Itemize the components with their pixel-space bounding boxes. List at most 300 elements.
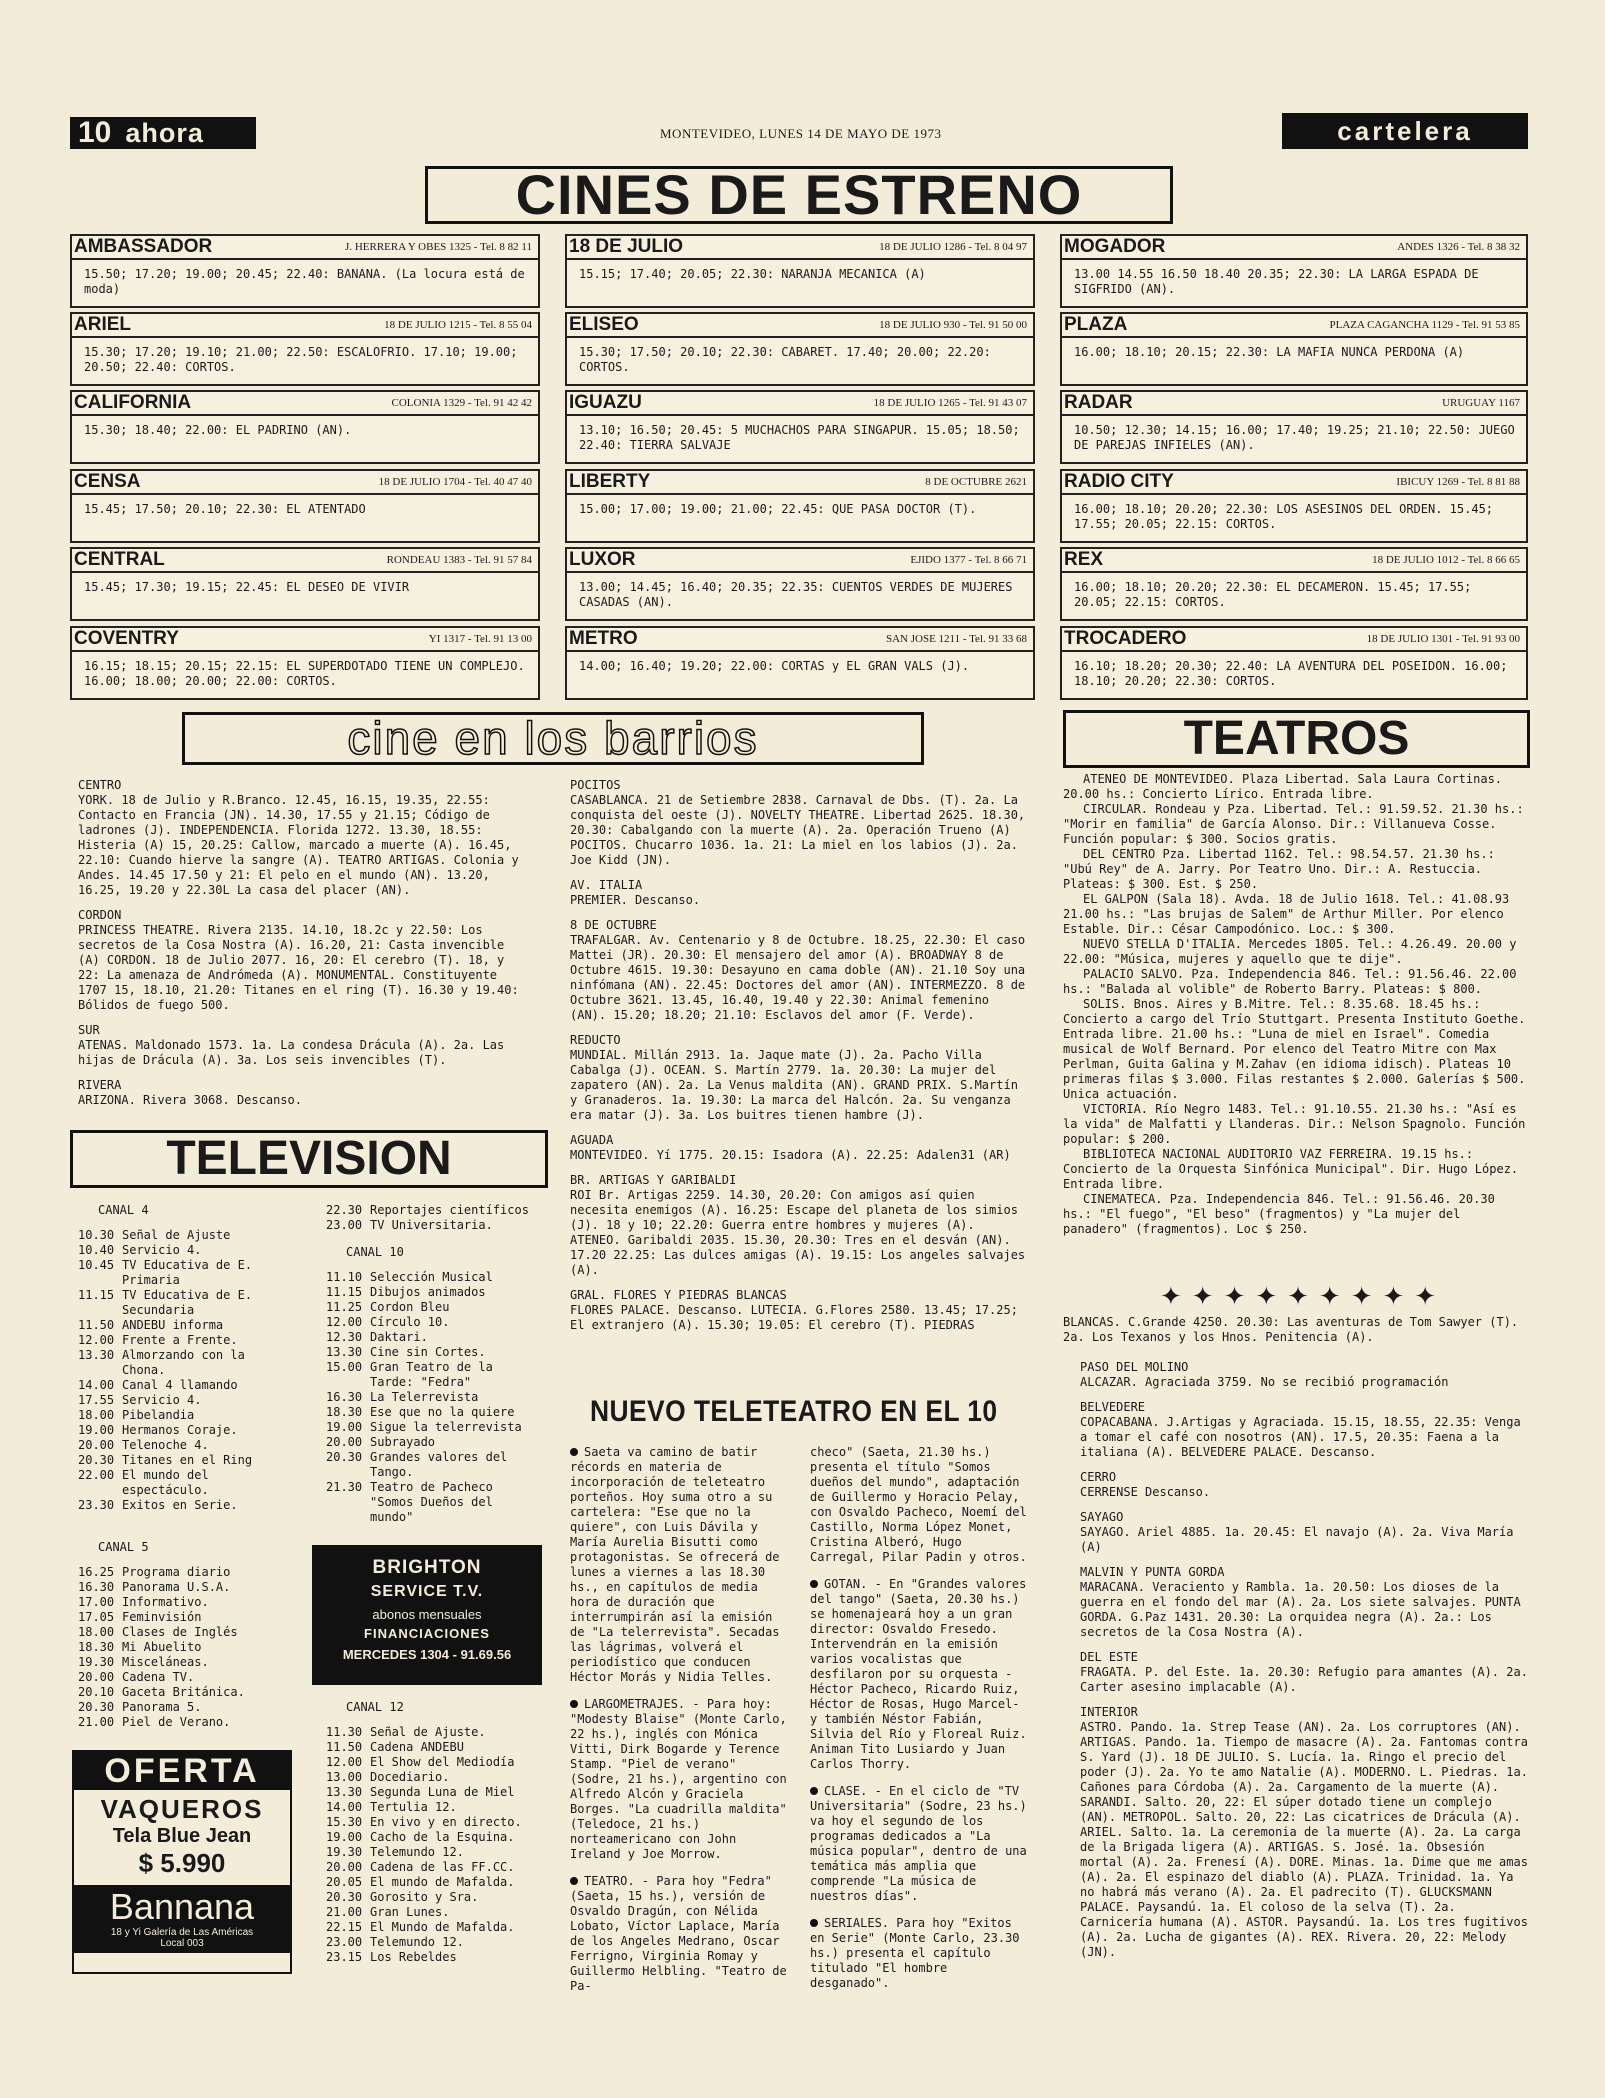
district-listing: ARIZONA. Rivera 3068. Descanso. [78,1093,302,1107]
tv-program-row [78,1595,290,1610]
cine-address: 18 DE JULIO 1286 - Tel. 8 04 97 [879,241,1027,253]
tv-time: 13.30 [326,1785,363,1799]
brighton-ad [312,1545,542,1685]
tv-program: Dibujos animados [370,1285,486,1299]
tv-time: 21.00 [326,1905,363,1919]
tv-time: 10.45 [78,1258,115,1272]
district-listing: YORK. 18 de Julio y R.Branco. 12.45, 16.15, 19.35, 22.55: Contacto en Francia (JN). 14.30, 17.55 y 21.15; Código de ladrones (J). INDEPENDENCIA. Florida 1272. 13.30, 18.55: Histeria (A) 15, 20.25: Callow, marcado a muerte (A). 16.45, 22.10: Cuando hierve la sangre (A). TEATRO ARTIGAS. Colonia y Andes. 14.45 17.50 y 21: El pelo en el mundo (AN). 13.20, 16.25, 19.20 y 22.30L La casa del placer (AN). [78,793,519,897]
tv-time: 17.05 [78,1610,115,1624]
cine-name: CALIFORNIA [74,392,192,413]
tv-program-row [326,1860,538,1875]
teleteatro-paragraph [810,1916,1032,1991]
tv-time: 14.00 [78,1378,115,1392]
district-listing: FLORES PALACE. Descanso. LUTECIA. G.Flores 2580. 13.45; 17.25; El extranjero (A). 15.30; 19.05: El cerebro (T). PIEDRAS [570,1303,1018,1332]
tv-time: 20.00 [326,1435,363,1449]
tv-time: 16.30 [78,1580,115,1594]
tv-program: Titanes en el Ring [122,1453,253,1467]
cine-showtimes: 15.30; 17.50; 20.10; 22.30: CABARET. 17.40; 20.00; 22.20: CORTOS. [579,345,991,374]
tv-time: 13.00 [326,1770,363,1784]
tv-program: Reportajes científicos [370,1203,529,1217]
nuevo-col1 [570,1445,790,2006]
cine-showtimes: 16.00; 18.10; 20.20; 22.30: LOS ASESINOS DEL ORDEN. 15.45; 17.55; 20.05; 22.15: CORTOS. [1074,502,1494,531]
tv-program-row [326,1785,538,1800]
district-listing: CERRENSE Descanso. [1080,1485,1211,1499]
bannana-logo: Bannana [109,1886,255,1927]
tv-program: Telenoche 4. [122,1438,209,1452]
estreno-title: CINES DE ESTRENO [425,166,1173,224]
bullet-icon [810,1787,818,1795]
tv-program: El mundo de Mafalda. [370,1875,515,1889]
tv-program: Docediario. [370,1770,450,1784]
tv-program-row [78,1565,290,1580]
tv-program: Gorosito y Sra. [370,1890,479,1904]
brighton-financ: FINANCIACIONES [364,1626,490,1641]
tv-program-row [326,1330,538,1345]
tv-program-row [326,1480,538,1525]
tv-program-row [78,1243,290,1258]
tv-program-row [326,1300,538,1315]
tv-program-row [326,1770,538,1785]
tv-time: 18.00 [78,1625,115,1639]
district-listing: ALCAZAR. Agraciada 3759. No se recibió programación [1080,1375,1449,1389]
district-listing: ROI Br. Artigas 2259. 14.30, 20.20: Con amigos así quien necesita enemigos (A). 16.25: Escape del planeta de los simios (J). 18 y 10; 22.20: Guerra entre hombres y mujeres (A). ATENEO. Garibaldi 2035. 15.30, 20.30: Tres en el desván (AN). 17.20 22.25: Las dulces amigas (A). 19.15: Los angeles salvajes (A). [570,1188,1026,1277]
interior-top: BLANCAS. C.Grande 4250. 20.30: Las aventuras de Tom Sawyer (T). 2a. Los Texanos y los Hnos. Penitencia (A). [1063,1315,1519,1344]
cine-name: ELISEO [569,314,639,335]
tv-time: 12.00 [326,1755,363,1769]
cine-name: LIBERTY [569,471,651,492]
tv-program-row [326,1830,538,1845]
tv-time: 14.00 [326,1800,363,1814]
tv-program-row [326,1845,538,1860]
tv-program: Cacho de la Esquina. [370,1830,515,1844]
tv-program-row [326,1755,538,1770]
tv-program: Clases de Inglés [122,1625,238,1639]
teleteatro-paragraph [570,1874,790,1994]
cine-box [70,390,540,464]
cine-showtimes: 16.15; 18.15; 20.15; 22.15: EL SUPERDOTADO TIENE UN COMPLEJO. 16.00; 18.00; 20.00; 22.00: CORTOS. [84,659,525,688]
tv-time: 20.30 [326,1450,363,1464]
television-title: TELEVISION [70,1130,548,1188]
tv-time: 20.30 [78,1453,115,1467]
tv-program-row [326,1890,538,1905]
tv-program: El Mundo de Mafalda. [370,1920,515,1934]
cine-address: 18 DE JULIO 1265 - Tel. 91 43 07 [873,397,1027,409]
tv-program-row [326,1218,538,1233]
tv-time: 17.55 [78,1393,115,1407]
cine-showtimes: 16.00; 18.10; 20.15; 22.30: LA MAFIA NUNCA PERDONA (A) [1074,345,1465,359]
district-listing: FRAGATA. P. del Este. 1a. 20.30: Refugio para amantes (A). 2a. Carter asesino implacable (A). [1080,1665,1528,1694]
tv-program-row [326,1725,538,1740]
tv-program: Cadena TV. [122,1670,195,1684]
tv-program: Exitos en Serie. [122,1498,238,1512]
tv-time: 23.15 [326,1950,363,1964]
tv-program: Piel de Verano. [122,1715,231,1729]
page-number-badge [70,117,256,149]
barrios-mid-column [570,778,1032,1343]
tv-time: 22.30 [326,1203,363,1217]
tv-program-row [78,1393,290,1408]
cine-showtimes: 13.00 14.55 16.50 18.40 20.35; 22.30: LA LARGA ESPADA DE SIGFRIDO (AN). [1074,267,1479,296]
teleteatro-paragraph [810,1577,1032,1772]
district-listing: PREMIER. Descanso. [570,893,701,907]
teleteatro-text: TEATRO. - Para hoy "Fedra" (Saeta, 15 hs.), versión de Osvaldo Dragún, con Nélida Lobato, Víctor Laplace, María de los Angeles Medrano, Oscar Ferrigno, Virginia Romay y Guillermo Helbling. "Teatro de Pa- [570,1874,787,1993]
cine-address: 18 DE JULIO 930 - Tel. 91 50 00 [879,319,1027,331]
tv-program-row [78,1700,290,1715]
teleteatro-text: Saeta va camino de batir récords en materia de incorporación de teleteatro porteños. Hoy suma otro a su cartelera: "Ese que no la quiere", con Luis Dávila y María Aurelia Bisutti como protagonistas. Se ofrecerá de lunes a viernes a las 18.30 hs., en capítulos de media hora de duración que interrumpirán así la emisión de "La telerrevista". Secadas las lágrimas, volverá el periodístico que conducen Héctor Morás y Nidia Telles. [570,1445,780,1684]
cine-name: PLAZA [1064,314,1128,335]
cine-address: IBICUY 1269 - Tel. 8 81 88 [1396,476,1520,488]
tv-program-row [78,1640,290,1655]
teatro-entry: ATENEO DE MONTEVIDEO. Plaza Libertad. Sala Laura Cortinas. 20.00 hs.: Concierto Lírico. Entrada libre. [1063,772,1503,801]
cine-address: 18 DE JULIO 1704 - Tel. 40 47 40 [378,476,532,488]
tv-time: 22.00 [78,1468,115,1482]
district-listing: MUNDIAL. Millán 2913. 1a. Jaque mate (J). 2a. Pacho Villa Cabalga (J). OCEAN. S. Martín 2779. 1a. 20.30: La mujer del zapatero (AN). 2a. La Venus maldita (AN). GRAND PRIX. S.Martín y Granaderos. 1a. 19.30: La marca del Halcón. 2a. Su venganza era matar (J). 3a. Los buitres tienen hambre (J). [570,1048,1018,1122]
cine-name: CENSA [74,471,141,492]
tv-program: Programa diario [122,1565,231,1579]
cine-name: RADIO CITY [1064,471,1174,492]
tv-program: Grandes valores del Tango. [370,1450,508,1479]
cine-box [1060,469,1528,543]
tv-program-row [78,1408,290,1423]
cine-address: COLONIA 1329 - Tel. 91 42 42 [391,397,532,409]
cine-header [72,392,538,416]
cine-name: LUXOR [569,549,636,570]
tv-time: 11.30 [326,1725,363,1739]
oferta-ad [72,1750,292,1974]
cine-name: 18 DE JULIO [569,236,684,257]
tv-time: 18.00 [78,1408,115,1422]
cine-header [567,628,1033,652]
tv-program: Ese que no la quiere [370,1405,515,1419]
tv-time: 10.30 [78,1228,115,1242]
teleteatro-paragraph [570,1445,790,1685]
tv-program: Cordon Bleu [370,1300,450,1314]
tv-program: TV Educativa de E. Secundaria [122,1288,253,1317]
tv-time: 11.15 [78,1288,115,1302]
teatro-entry: SOLIS. Bnos. Aires y B.Mitre. Tel.: 8.35.68. 18.45 hs.: Concierto a cargo del Trío Stuttgart. Presenta Instituto Goethe. Entrada libre. 21.00 hs.: "Luna de miel en Israel". Comedia musical de Wolf Bernard. Por elenco del Teatro Mitre con Max Perlman, Guita Galina y M.Zahav (en idioma idisch). Plateas 10 primeras filas $ 3.000. Filas restantes $ 2.000. Galerías $ 500. Unica actuación. [1063,997,1526,1101]
tv-program: TV Educativa de E. Primaria [122,1258,253,1287]
tv-time: 12.00 [78,1333,115,1347]
cine-header [72,314,538,338]
district-heading: RIVERA [78,1078,122,1092]
teatros-list [1063,772,1530,1237]
cine-address: YI 1317 - Tel. 91 13 00 [428,633,532,645]
cine-header [1062,471,1526,495]
bullet-icon [570,1448,578,1456]
tv-program: Frente a Frente. [122,1333,238,1347]
barrios-right-column [1080,1360,1530,1970]
bullet-icon [810,1580,818,1588]
bannana-box [74,1885,290,1953]
cine-showtimes: 15.45; 17.50; 20.10; 22.30: EL ATENTADO [84,502,366,516]
tv-program-row [78,1685,290,1700]
tv-time: 21.30 [326,1480,363,1494]
tv-time: 19.00 [326,1420,363,1434]
district-heading: MALVIN Y PUNTA GORDA [1080,1565,1225,1579]
cine-header [1062,628,1526,652]
teleteatro-text: SERIALES. Para hoy "Exitos en Serie" (Monte Carlo, 23.30 hs.) presenta el capítulo titulado "El hombre desganado". [810,1916,1020,1990]
district-heading: PASO DEL MOLINO [1080,1360,1189,1374]
tv-program-row [78,1378,290,1393]
tv-time: 15.30 [326,1815,363,1829]
cine-address: ANDES 1326 - Tel. 8 38 32 [1397,241,1520,253]
teatros-title: TEATROS [1063,710,1530,768]
teleteatro-text: checo" (Saeta, 21.30 hs.) presenta el título "Somos dueños del mundo", adaptación de Guillermo y Horacio Pelay, con Osvaldo Pacheco, Noemí del Castillo, Norma López Monet, Cristina Alberó, Hugo Carregal, Pilar Padin y otros. [810,1445,1027,1564]
cine-box [70,234,540,308]
tv-program: El Show del Mediodía [370,1755,515,1769]
tv-program: Cadena ANDEBU [370,1740,464,1754]
barrios-left-column [78,778,528,1118]
cine-showtimes: 15.45; 17.30; 19.15; 22.45: EL DESEO DE VIVIR [84,580,410,594]
tv-program-row [78,1655,290,1670]
tv-program: Sigue la telerrevista [370,1420,522,1434]
cine-showtimes: 16.00; 18.10; 20.20; 22.30: EL DECAMERON. 15.45; 17.55; 20.05; 22.15: CORTOS. [1074,580,1472,609]
cine-header [1062,314,1526,338]
tv-program: Telemundo 12. [370,1935,464,1949]
tv-program: Cine sin Cortes. [370,1345,486,1359]
tv-program-row [326,1935,538,1950]
tv-program-row [78,1468,290,1498]
tv-program-row [326,1435,538,1450]
tv-program-row [326,1815,538,1830]
tv-time: 11.25 [326,1300,363,1314]
district-listing: PRINCESS THEATRE. Rivera 2135. 14.10, 18.2c y 22.50: Los secretos de la Cosa Nostra (A). 16.20, 21: Casta invencible (A) CORDON. 18 de Julio 2077. 16, 20: El cerebro (T). 18, y 22: La amenaza de Andrómeda (A). MONUMENTAL. Constituyente 1707 15, 18.10, 21.20: Titanes en el ring (T). 16.30 y 19.40: Bólidos de fuego 500. [78,923,519,1012]
tv-program: La Telerrevista [370,1390,479,1404]
cine-name: REX [1064,549,1104,570]
tv-program: Señal de Ajuste. [370,1725,486,1739]
dateline: MONTEVIDEO, LUNES 14 DE MAYO DE 1973 [660,126,942,141]
tv-program: Los Rebeldes [370,1950,457,1964]
cine-address: 18 DE JULIO 1215 - Tel. 8 55 04 [384,319,532,331]
district-listing: COPACABANA. J.Artigas y Agraciada. 15.15, 18.55, 22.35: Venga a tomar el café con nosotros (AN). 17.5, 20.35: Faena a la italiana (A). BELVEDERE PALACE. Descanso. [1080,1415,1521,1459]
district-listing: MONTEVIDEO. Yí 1775. 20.15: Isadora (A). 22.25: Adalen31 (AR) [570,1148,1011,1162]
cine-box [70,312,540,386]
tv-time: 11.10 [326,1270,363,1284]
teatro-entry: DEL CENTRO Pza. Libertad 1162. Tel.: 98.54.57. 21.30 hs.: "Ubú Rey" de A. Jarry. Por Teatro Uno. Dir.: A. Restuccia. Plateas: $ 300. Est. $ 250. [1063,847,1495,891]
oferta-vaqueros: VAQUEROS [100,1794,264,1824]
district-listing: SAYAGO. Ariel 4885. 1a. 20.45: El navajo (A). 2a. Viva María (A) [1080,1525,1514,1554]
tv-program: Panorama 5. [122,1700,202,1714]
tv-time: 12.00 [326,1315,363,1329]
tv-program: Tertulia 12. [370,1800,457,1814]
cine-box [1060,390,1528,464]
tv-program-row [326,1360,538,1390]
bannana-address: 18 y Yi Galería de Las Américas [110,1927,254,1938]
tv-time: 16.30 [326,1390,363,1404]
district-heading: BELVEDERE [1080,1400,1146,1414]
cine-showtimes: 16.10; 18.20; 20.30; 22.40: LA AVENTURA DEL POSEIDON. 16.00; 18.10; 20.20; 22.30: CORTOS. [1074,659,1508,688]
cine-showtimes: 15.00; 17.00; 19.00; 21.00; 22.45: QUE PASA DOCTOR (T). [579,502,977,516]
cine-name: IGUAZU [569,392,642,413]
cine-box [1060,547,1528,621]
cine-header [72,628,538,652]
tv-program: Segunda Luna de Miel [370,1785,515,1799]
brighton-address: MERCEDES 1304 - 91.69.56 [312,1647,542,1662]
tv-program: Selección Musical [370,1270,493,1284]
teatro-entry: NUEVO STELLA D'ITALIA. Mercedes 1805. Tel.: 4.26.49. 20.00 y 22.00: "Música, mujeres y aquello que te dije". [1063,937,1517,966]
tv-time: 20.30 [78,1700,115,1714]
tv-time: 20.30 [326,1890,363,1904]
tv-time: 23.00 [326,1218,363,1232]
tv-program: Gran Lunes. [370,1905,450,1919]
tv-time: 20.10 [78,1685,115,1699]
tv-program-row [78,1498,290,1513]
cine-address: EJIDO 1377 - Tel. 8 66 71 [910,554,1027,566]
tv-program-row [326,1285,538,1300]
tv-program-row [78,1348,290,1378]
tv-program-row [326,1420,538,1435]
tv-time: 11.50 [326,1740,363,1754]
tv-time: 20.05 [326,1875,363,1889]
tv-time: 11.15 [326,1285,363,1299]
tv-program-row [326,1875,538,1890]
district-heading: 8 DE OCTUBRE [570,918,657,932]
cine-showtimes: 15.15; 17.40; 20.05; 22.30: NARANJA MECANICA (A) [579,267,926,281]
cine-showtimes: 14.00; 16.40; 19.20; 22.00: CORTAS y EL GRAN VALS (J). [579,659,970,673]
tv-program: Círculo 10. [370,1315,450,1329]
tv-time: 17.00 [78,1595,115,1609]
cine-showtimes: 10.50; 12.30; 14.15; 16.00; 17.40; 19.25; 21.10; 22.50: JUEGO DE PAREJAS INFIELES (AN). [1074,423,1515,452]
tv-program-row [78,1333,290,1348]
teleteatro-paragraph [810,1784,1032,1904]
tv-program-row [326,1450,538,1480]
district-listing: MARACANA. Veraciento y Rambla. 1a. 20.50: Los dioses de la guerra en el fondo del mar (A). 2a. Los siete salvajes. PUNTA GORDA. G.Paz 1431. 20.30: La orquidea negra (A). 2a.: Los secretos de la Cosa Nostra (A). [1080,1580,1521,1639]
district-heading: INTERIOR [1080,1705,1138,1719]
tv-program: Pibelandia [122,1408,195,1422]
stars-divider: ✦✦✦✦✦✦✦✦✦ [1160,1282,1447,1312]
tv-program-row [78,1288,290,1318]
tv-program-row [326,1800,538,1815]
cine-header [72,549,538,573]
cine-box [1060,312,1528,386]
cine-address: URUGUAY 1167 [1442,397,1520,409]
tv-program: Feminvisión [122,1610,202,1624]
cine-name: ARIEL [74,314,131,335]
tv-program-row [326,1270,538,1285]
tv-program-row [326,1950,538,1965]
canal4-listing [78,1203,290,1513]
tv-program: Daktari. [370,1330,428,1344]
tv-time: 13.30 [78,1348,115,1362]
tv-program: Almorzando con la Chona. [122,1348,245,1377]
oferta-tela: Tela Blue Jean [112,1825,252,1847]
tv-time: 20.00 [78,1670,115,1684]
tv-time: 20.00 [326,1860,363,1874]
tv-channel-label: CANAL 10 [346,1245,404,1259]
tv-program: Mi Abuelito [122,1640,202,1654]
cine-name: AMBASSADOR [74,236,213,257]
tv-program-row [78,1453,290,1468]
tv-time: 11.50 [78,1318,115,1332]
tv-program: TV Universitaria. [370,1218,493,1232]
cine-box [70,469,540,543]
cine-box [565,234,1035,308]
bullet-icon [570,1877,578,1885]
tv-program: Panorama U.S.A. [122,1580,231,1594]
tv-time: 18.30 [326,1405,363,1419]
cine-name: MOGADOR [1064,236,1166,257]
canal10-listing [326,1245,538,1525]
tv-program: Señal de Ajuste [122,1228,231,1242]
cine-box [70,547,540,621]
tv-program-row [326,1203,538,1218]
tv-channel-label: CANAL 5 [98,1540,149,1554]
cine-showtimes: 15.30; 17.20; 19.10; 21.00; 22.50: ESCALOFRIO. 17.10; 19.00; 20.50; 22.40: CORTOS. [84,345,518,374]
tv-program: Subrayado [370,1435,436,1449]
cine-box [1060,626,1528,700]
cine-showtimes: 15.30; 18.40; 22.00: EL PADRINO (AN). [84,423,352,437]
tv-time: 19.30 [78,1655,115,1669]
tv-program-row [326,1345,538,1360]
cine-header [567,392,1033,416]
nuevo-teleteatro-title: NUEVO TELETEATRO EN EL 10 [590,1395,998,1428]
tv-time: 10.40 [78,1243,115,1257]
cine-header [1062,392,1526,416]
tv-program: Gaceta Británica. [122,1685,245,1699]
cine-box [70,626,540,700]
district-heading: SUR [78,1023,100,1037]
bullet-icon [570,1700,578,1708]
cine-name: CENTRAL [74,549,165,570]
tv-program-row [78,1438,290,1453]
teatro-entry: EL GALPON (Sala 18). Avda. 18 de Julio 1618. Tel.: 41.08.93 21.00 hs.: "Las brujas de Salem" de Arthur Miller. Por elenco Estable. Dir.: César Campodónico. Loc.: $ 300. [1063,892,1510,936]
tv-program: El mundo del espectáculo. [122,1468,209,1497]
tv-channel-label: CANAL 4 [98,1203,149,1217]
cine-header [567,236,1033,260]
cine-name: RADAR [1064,392,1133,413]
cine-header [72,236,538,260]
bullet-icon [810,1919,818,1927]
cine-address: J. HERRERA Y OBES 1325 - Tel. 8 82 11 [345,241,532,253]
cine-box [565,469,1035,543]
tv-time: 15.00 [326,1360,363,1374]
tv-program-row [78,1670,290,1685]
tv-program-row [78,1228,290,1243]
tv-program: En vivo y en directo. [370,1815,522,1829]
teleteatro-paragraph [570,1697,790,1862]
cine-box [565,390,1035,464]
district-listing: ATENAS. Maldonado 1573. 1a. La condesa Drácula (A). 2a. Las hijas de Drácula (A). 3a. Los seis invencibles (T). [78,1038,505,1067]
cine-showtimes: 15.50; 17.20; 19.00; 20.45; 22.40: BANANA. (La locura está de moda) [84,267,525,296]
brighton-abonos: abonos mensuales [372,1607,482,1622]
tv-program-row [326,1315,538,1330]
tv-program-row [78,1625,290,1640]
teatro-entry: VICTORIA. Río Negro 1483. Tel.: 91.10.55. 21.30 hs.: "Así es la vida" de Malfatti y Llanderas. Dir.: Nelson Spagnolo. Función popular: $ 200. [1063,1102,1526,1146]
tv-time: 16.25 [78,1565,115,1579]
cine-header [72,471,538,495]
section-label: cartelera [1282,113,1528,149]
tv-time: 19.30 [326,1845,363,1859]
tv-program-row [326,1390,538,1405]
tv-program: Canal 4 llamando [122,1378,238,1392]
teatro-entry: CIRCULAR. Rondeau y Pza. Libertad. Tel.: 91.59.52. 21.30 hs.: "Morir en familia" de García Alonso. Dir.: Villanueva Cosse. Función popular: $ 300. Socios gratis. [1063,802,1524,846]
district-heading: DEL ESTE [1080,1650,1138,1664]
district-listing: ASTRO. Pando. 1a. Strep Tease (AN). 2a. Los corruptores (AN). ARTIGAS. Pando. 1a. Tiempo de masacre (A). 2a. Fantomas contra S. Yard (J). 18 DE JULIO. S. Lucía. 1a. Ringo el precio del poder (J). 2a. Yo te amo Natalie (A). MODERNO. L. Piedras. 1a. Cañones para Córdoba (A). 2a. Cargamento de la muerte (A). SARANDI. Salto. 20, 22: El súper dotado tiene un complejo (AN). METROPOL. Salto. 20, 22: Las cicatrices de Drácula (A). ARIEL. Salto. 1a. La ceremonia de la muerte (A). 2a. La carga de la Brigada ligera (A). ARTIGAS. S. José. 1a. Obsesión mortal (A). 2a. Frenesí (A). DORE. Minas. 1a. Dime que me amas (A). 2a. El espinazo del diablo (A). PLAZA. Trinidad. 1a. Ya no habrá más verano (A). 2a. El padrecito (T). GLUCKSMANN PALACE. Paysandú. 1a. El coloso de la selva (T). 2a. Carnicería humana (A). ASTOR. Paysandú. 1a. Los tres fugitivos (A). 2a. Lucha de gigantes (A). REX. Rivera. 20, 22: Melody (JN). [1080,1720,1528,1959]
brand-name: ahora [125,118,204,148]
district-heading: BR. ARTIGAS Y GARIBALDI [570,1173,737,1187]
tv-program-row [78,1258,290,1288]
tv-program: Misceláneas. [122,1655,209,1669]
tv-time: 22.15 [326,1920,363,1934]
cine-header [567,471,1033,495]
district-heading: REDUCTO [570,1033,621,1047]
tv-program: Informativo. [122,1595,209,1609]
tv-program: Telemundo 12. [370,1845,464,1859]
tv-program-row [78,1580,290,1595]
tv-time: 20.00 [78,1438,115,1452]
teleteatro-paragraph [810,1445,1032,1565]
tv-time: 18.30 [78,1640,115,1654]
